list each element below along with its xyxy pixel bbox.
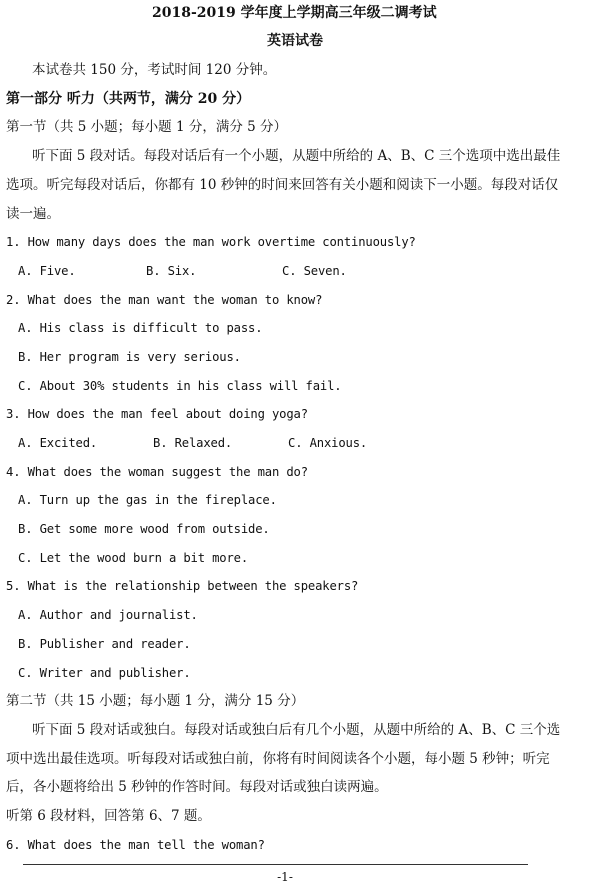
section2-instructions-line: 听下面 5 段对话或独白。每段对话或独白后有几个小题，从题中所给的 A、B、C 三个选 [32, 722, 561, 738]
section1-instructions-line: 听下面 5 段对话。每段对话后有一个小题，从题中所给的 A、B、C 三个选项中选出最佳 [32, 148, 561, 164]
option-a: A. His class is difficult to pass. [18, 321, 263, 335]
exam-info: 本试卷共 150 分，考试时间 120 分钟。 [32, 62, 277, 78]
subject-title: 英语试卷 [267, 33, 323, 49]
question-stem: 2. What does the man want the woman to know? [6, 293, 323, 307]
question-stem: 3. How does the man feel about doing yoga? [6, 407, 308, 421]
option-b: B. Publisher and reader. [18, 637, 191, 651]
option-a: A. Turn up the gas in the fireplace. [18, 493, 277, 507]
option-a: A. Five. [18, 264, 76, 278]
section1-instructions-line: 读一遍。 [6, 206, 60, 222]
option-c: C. Seven. [282, 264, 347, 278]
material-heading: 听第 6 段材料，回答第 6、7 题。 [6, 808, 211, 824]
option-b: B. Relaxed. [153, 436, 233, 450]
part1-heading: 第一部分 听力（共两节，满分 20 分） [6, 91, 251, 107]
section2-instructions-line: 后，各小题将给出 5 秒钟的作答时间。每段对话或独白读两遍。 [6, 779, 388, 795]
page-number: -1- [277, 870, 293, 884]
option-b: B. Six. [146, 264, 197, 278]
option-c: C. Let the wood burn a bit more. [18, 551, 248, 565]
section2-instructions-line: 项中选出最佳选项。听每段对话或独白前，你将有时间阅读各个小题，每小题 5 秒钟；听完 [6, 751, 550, 767]
option-c: C. Writer and publisher. [18, 666, 191, 680]
section1-heading: 第一节（共 5 小题；每小题 1 分，满分 5 分） [6, 119, 288, 135]
section1-instructions-line: 选项。听完每段对话后，你都有 10 秒钟的时间来回答有关小题和阅读下一小题。每段对话仅 [6, 177, 559, 193]
option-c: C. Anxious. [288, 436, 368, 450]
section2-heading: 第二节（共 15 小题；每小题 1 分，满分 15 分） [6, 693, 305, 709]
option-c: C. About 30% students in his class will fail. [18, 379, 342, 393]
option-a: A. Author and journalist. [18, 608, 198, 622]
footer-divider [23, 864, 528, 865]
option-b: B. Her program is very serious. [18, 350, 241, 364]
question-stem: 4. What does the woman suggest the man do? [6, 465, 308, 479]
exam-title: 2018-2019 学年度上学期高三年级二调考试 [152, 5, 437, 21]
option-b: B. Get some more wood from outside. [18, 522, 270, 536]
question-stem: 6. What does the man tell the woman? [6, 838, 265, 852]
option-a: A. Excited. [18, 436, 98, 450]
question-stem: 1. How many days does the man work overtime continuously? [6, 235, 416, 249]
question-stem: 5. What is the relationship between the speakers? [6, 579, 359, 593]
